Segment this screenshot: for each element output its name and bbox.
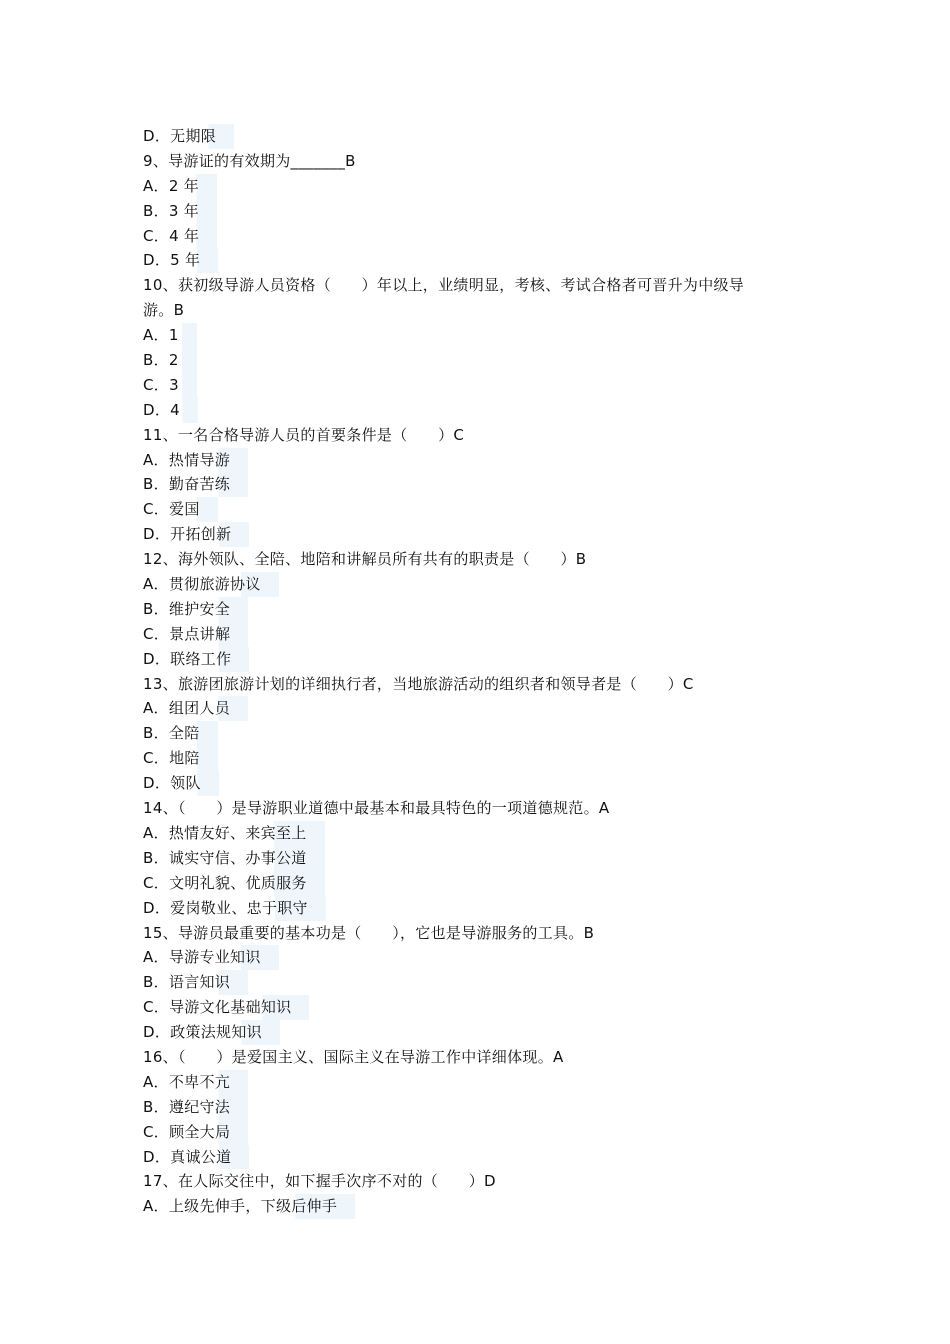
option-text: A．贯彻旅游协议: [143, 572, 279, 597]
answer-option: [143, 896, 823, 921]
answer-option: [143, 199, 823, 224]
option-text: C．4 年: [143, 224, 217, 249]
answer-option: [143, 1095, 823, 1120]
answer-option: [143, 821, 823, 846]
option-text: D．4: [143, 398, 198, 423]
option-text: A．1: [143, 323, 197, 348]
answer-option: [143, 871, 823, 896]
option-text: D．无期限: [143, 124, 234, 149]
question-text: 9、导游证的有效期为_______B: [143, 151, 356, 170]
answer-option: [143, 398, 823, 423]
option-text: D．爱岗敬业、忠于职守: [143, 896, 326, 921]
option-text: C．顾全大局: [143, 1120, 248, 1145]
option-text: C．地陪: [143, 746, 218, 771]
answer-option: [143, 970, 823, 995]
answer-option: [143, 597, 823, 622]
option-text: B．3 年: [143, 199, 217, 224]
option-text: B．全陪: [143, 721, 218, 746]
question-text: 游。B: [143, 301, 185, 320]
option-text: A．导游专业知识: [143, 945, 279, 970]
document-page: [143, 124, 823, 1219]
option-text: A．2 年: [143, 174, 217, 199]
option-text: C．爱国: [143, 497, 218, 522]
answer-option: [143, 348, 823, 373]
answer-option: [143, 1194, 823, 1219]
option-text: A．上级先伸手，下级后伸手: [143, 1194, 355, 1219]
option-text: C．3: [143, 373, 197, 398]
option-text: A．热情友好、来宾至上: [143, 821, 325, 846]
option-text: A．组团人员: [143, 696, 248, 721]
option-text: A．热情导游: [143, 448, 248, 473]
option-text: C．导游文化基础知识: [143, 995, 309, 1020]
question-text: 11、一名合格导游人员的首要条件是（ ）C: [143, 425, 465, 444]
answer-option: [143, 995, 823, 1020]
option-text: C．文明礼貌、优质服务: [143, 871, 325, 896]
option-text: B．维护安全: [143, 597, 248, 622]
option-text: D．真诚公道: [143, 1145, 249, 1170]
option-text: D．联络工作: [143, 647, 249, 672]
answer-option: [143, 497, 823, 522]
answer-option: [143, 647, 823, 672]
answer-option: [143, 124, 823, 149]
answer-option: [143, 721, 823, 746]
option-text: B．诚实守信、办事公道: [143, 846, 325, 871]
answer-option: [143, 174, 823, 199]
answer-option: [143, 846, 823, 871]
answer-option: [143, 522, 823, 547]
answer-option: [143, 1120, 823, 1145]
answer-option: [143, 248, 823, 273]
question-text: 17、在人际交往中，如下握手次序不对的（ ）D: [143, 1172, 496, 1191]
answer-option: [143, 1020, 823, 1045]
answer-option: [143, 771, 823, 796]
option-text: B．遵纪守法: [143, 1095, 248, 1120]
answer-option: [143, 472, 823, 497]
option-text: B．语言知识: [143, 970, 248, 995]
question-text: 13、旅游团旅游计划的详细执行者，当地旅游活动的组织者和领导者是（ ）C: [143, 674, 694, 693]
answer-option: [143, 1070, 823, 1095]
option-text: D．5 年: [143, 248, 218, 273]
answer-option: [143, 746, 823, 771]
answer-option: [143, 323, 823, 348]
option-text: B．2: [143, 348, 197, 373]
answer-option: [143, 448, 823, 473]
option-text: A．不卑不亢: [143, 1070, 248, 1095]
option-text: D．领队: [143, 771, 219, 796]
answer-option: [143, 572, 823, 597]
question-text: 12、海外领队、全陪、地陪和讲解员所有共有的职责是（ ）B: [143, 550, 587, 569]
answer-option: [143, 945, 823, 970]
option-text: D．开拓创新: [143, 522, 249, 547]
answer-option: [143, 1145, 823, 1170]
option-text: C．景点讲解: [143, 622, 248, 647]
answer-option: [143, 373, 823, 398]
answer-option: [143, 622, 823, 647]
answer-option: [143, 696, 823, 721]
question-text: 10、获初级导游人员资格（ ）年以上，业绩明显，考核、考试合格者可晋升为中级导: [143, 276, 745, 295]
option-text: B．勤奋苦练: [143, 472, 248, 497]
option-text: D．政策法规知识: [143, 1020, 280, 1045]
question-text: 15、导游员最重要的基本功是（ ），它也是导游服务的工具。B: [143, 923, 595, 942]
question-text: 14、（ ）是导游职业道德中最基本和最具特色的一项道德规范。A: [143, 799, 610, 818]
answer-option: [143, 224, 823, 249]
question-text: 16、（ ）是爱国主义、国际主义在导游工作中详细体现。A: [143, 1047, 564, 1066]
